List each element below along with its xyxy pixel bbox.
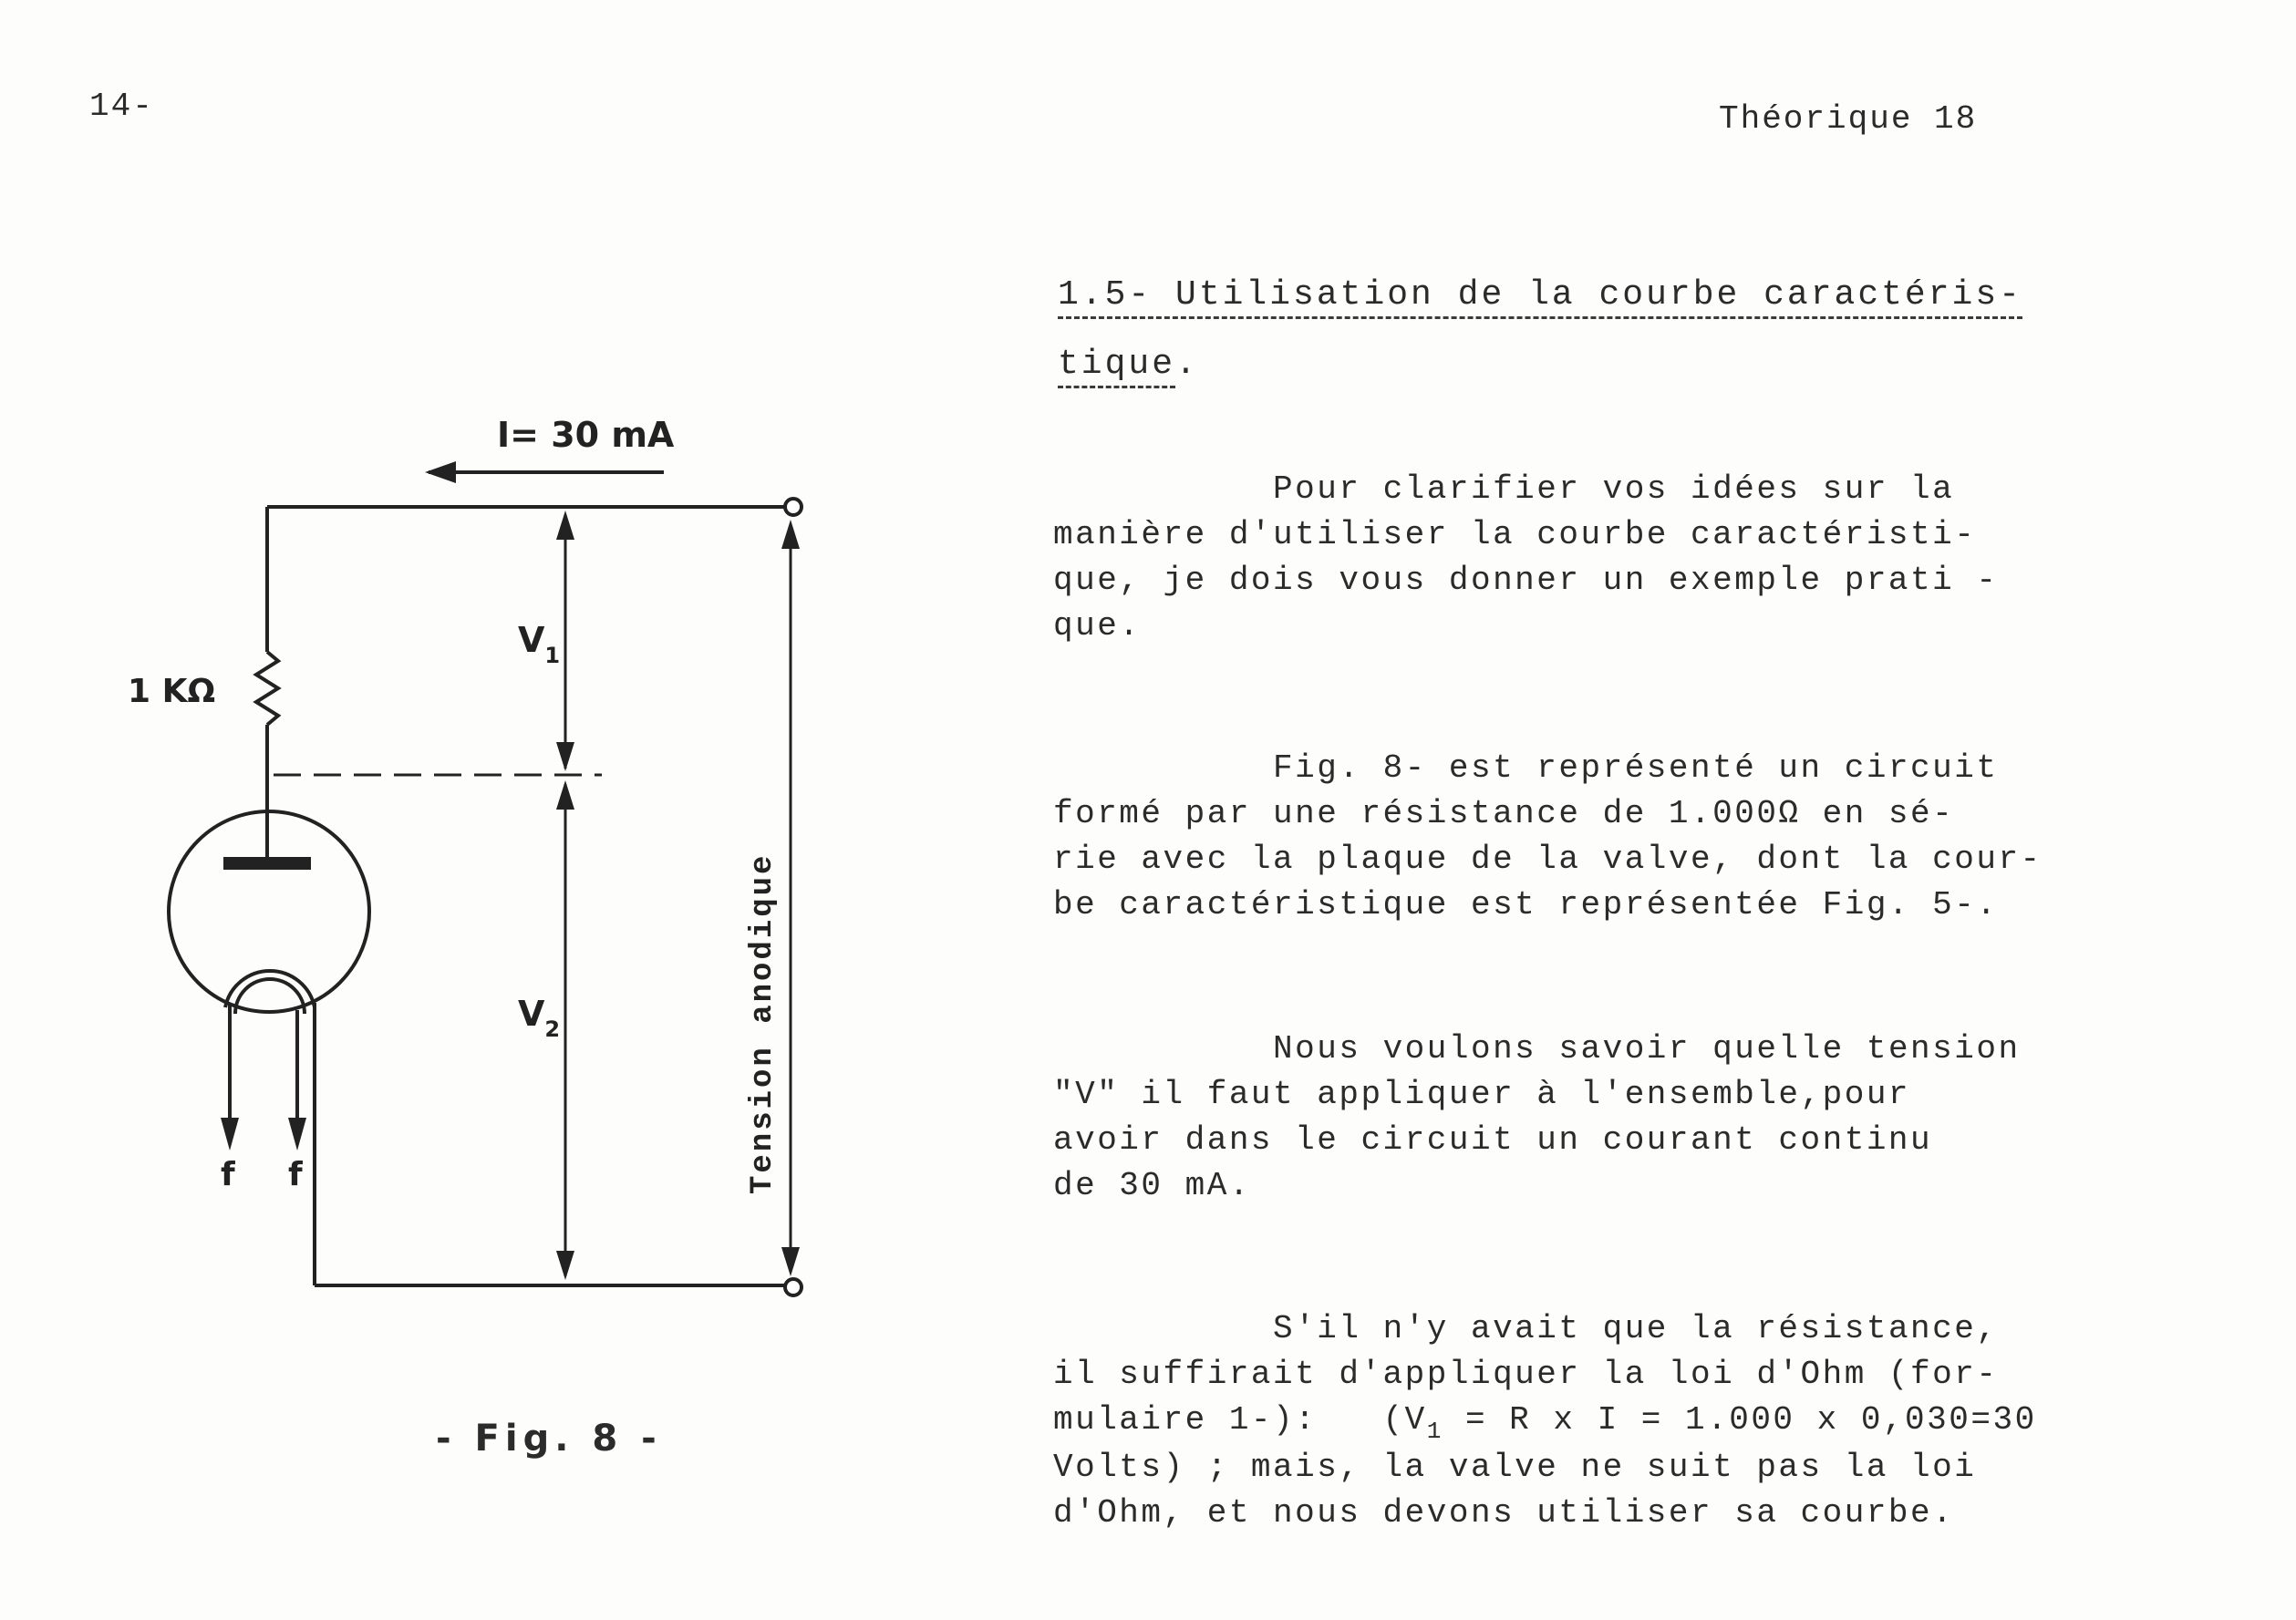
paragraph-1: Pour clarifier vos idées sur la manière d'utiliser la courbe caractéristi- que, je dois vous donner un exemple prati - que. bbox=[1053, 470, 1999, 645]
figure-caption: - Fig. 8 - bbox=[436, 1418, 662, 1460]
paragraph-4-part-b: = R x I = 1.000 x 0,030=30 Volts) ; mais, la valve ne suit pas la loi d'Ohm, et nous devons utiliser sa courbe. bbox=[1053, 1401, 2037, 1532]
anode-voltage-label: Tension anodique bbox=[746, 852, 781, 1194]
section-header: Théorique 18 bbox=[1719, 100, 1978, 138]
resistor-symbol bbox=[256, 652, 278, 725]
v2-arrowhead-top bbox=[556, 780, 574, 810]
filament-arrow-mid bbox=[288, 1118, 306, 1151]
circuit-diagram bbox=[109, 392, 930, 1304]
paragraph-3: Nous voulons savoir quelle tension "V" il faut appliquer à l'ensemble,pour avoir dans le circuit un courant continu de 30 mA. bbox=[1053, 1030, 2021, 1204]
current-label: I= 30 mA bbox=[497, 415, 675, 455]
resistor-label: 1 KΩ bbox=[128, 673, 216, 710]
top-terminal bbox=[785, 499, 802, 515]
current-arrowhead bbox=[425, 461, 456, 483]
v2-label: $V_2$ bbox=[518, 994, 561, 1042]
v1-label: $V_1$ bbox=[518, 620, 561, 668]
paragraph-4-part-a: S'il n'y avait que la résistance, il suffirait d'appliquer la loi d'Ohm (for- mulaire 1-): (V bbox=[1053, 1310, 1999, 1439]
page-number: 14- bbox=[89, 88, 154, 125]
bottom-terminal bbox=[785, 1279, 802, 1295]
paragraph-4-subscript: 1 bbox=[1426, 1418, 1443, 1445]
section-title-line2: tique bbox=[1058, 345, 1175, 388]
anode-arrowhead-bottom bbox=[781, 1247, 800, 1276]
anode-arrowhead-top bbox=[781, 520, 800, 549]
tube-plate bbox=[223, 857, 311, 870]
section-title-line1: 1.5- Utilisation de la courbe caractéris- bbox=[1058, 275, 2022, 319]
paragraph-4 bbox=[1053, 1306, 2138, 1536]
v1-arrowhead-top bbox=[556, 511, 574, 540]
paragraph-2: Fig. 8- est représenté un circuit formé par une résistance de 1.000Ω en sé- rie avec la plaque de la valve, dont la cour- be caractéristique est représentée Fig. 5-. bbox=[1053, 749, 2043, 924]
section-title bbox=[1058, 261, 2134, 399]
filament-label-left: f bbox=[221, 1156, 235, 1193]
v2-arrowhead-bottom bbox=[556, 1251, 574, 1280]
section-title-end: . bbox=[1175, 345, 1199, 384]
filament-arrow-left bbox=[221, 1118, 239, 1151]
v1-arrowhead-bottom bbox=[556, 742, 574, 771]
filament-label-right: f bbox=[288, 1156, 303, 1193]
